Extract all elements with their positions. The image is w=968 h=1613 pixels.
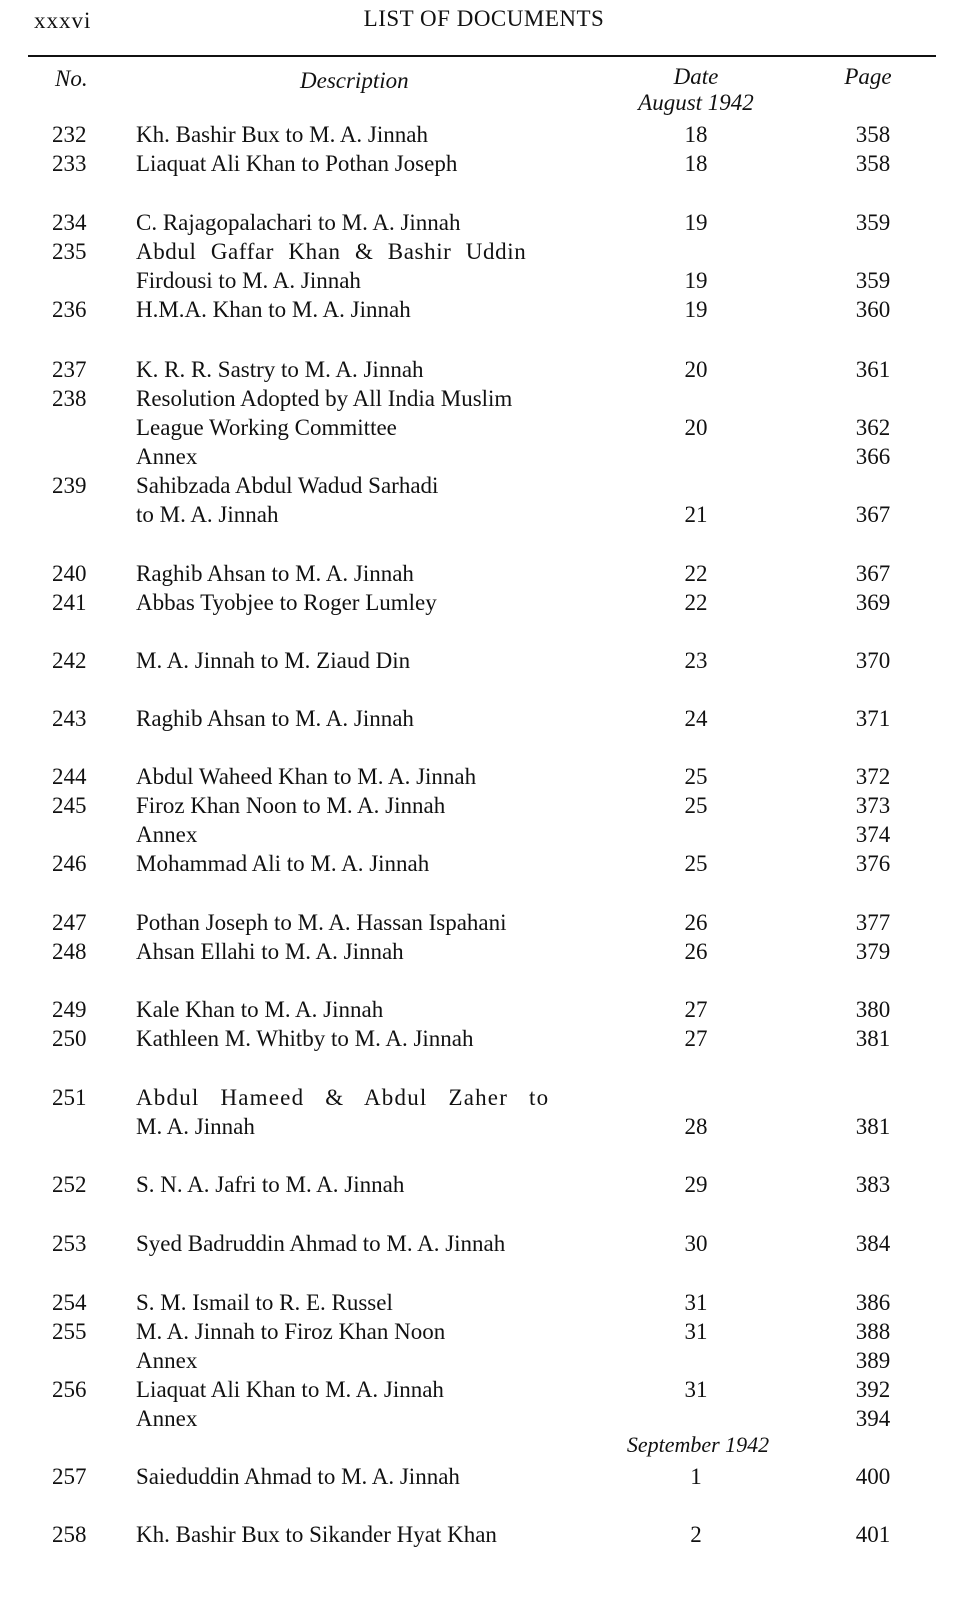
document-description: Kale Khan to M. A. Jinnah	[136, 997, 384, 1022]
document-number: 237	[52, 357, 87, 382]
document-number: 234	[52, 210, 87, 235]
document-page: 381	[855, 1026, 891, 1051]
document-description: Sahibzada Abdul Wadud Sarhadi	[136, 473, 439, 498]
document-date: 18	[684, 151, 708, 176]
document-page: 358	[855, 151, 891, 176]
document-page: 371	[855, 706, 891, 731]
document-number: 240	[52, 561, 87, 586]
document-entry-line	[0, 1170, 968, 1200]
document-entry-line	[0, 237, 968, 267]
document-entry-line	[0, 1462, 968, 1492]
document-number: 241	[52, 590, 87, 615]
document-page: 358	[855, 122, 891, 147]
document-page: 383	[855, 1172, 891, 1197]
document-description: Kathleen M. Whitby to M. A. Jinnah	[136, 1026, 474, 1051]
document-description: Liaquat Ali Khan to Pothan Joseph	[136, 151, 458, 176]
document-date: 27	[684, 1026, 708, 1051]
document-number: 248	[52, 939, 87, 964]
header-rule	[28, 55, 936, 57]
document-number: 238	[52, 386, 87, 411]
document-entry-line	[0, 646, 968, 676]
document-date: 19	[684, 297, 708, 322]
document-entry-line	[0, 149, 968, 179]
document-description: Pothan Joseph to M. A. Hassan Ispahani	[136, 910, 507, 935]
document-page: 379	[855, 939, 891, 964]
month-heading-august: August 1942	[638, 90, 754, 115]
document-page: 392	[855, 1377, 891, 1402]
document-entry-line	[0, 820, 968, 850]
document-date: 22	[684, 590, 708, 615]
document-date: 25	[684, 851, 708, 876]
document-number: 246	[52, 851, 87, 876]
document-number: 235	[52, 239, 87, 264]
document-number: 250	[52, 1026, 87, 1051]
document-description: M. A. Jinnah to Firoz Khan Noon	[136, 1319, 446, 1344]
document-description: Kh. Bashir Bux to M. A. Jinnah	[136, 122, 428, 147]
document-entry-line	[0, 1375, 968, 1405]
document-entry-line	[0, 1024, 968, 1054]
document-entry-line	[0, 1520, 968, 1550]
document-entry-line	[0, 995, 968, 1025]
document-page: 369	[855, 590, 891, 615]
document-date: 25	[684, 793, 708, 818]
document-page: 372	[855, 764, 891, 789]
document-description: Annex	[136, 822, 198, 847]
document-number: 252	[52, 1172, 87, 1197]
document-page: 359	[855, 268, 891, 293]
document-page: 360	[855, 297, 891, 322]
document-date: 29	[684, 1172, 708, 1197]
document-page: 376	[855, 851, 891, 876]
document-entry-line	[0, 937, 968, 967]
document-entry-line	[0, 1229, 968, 1259]
document-number: 233	[52, 151, 87, 176]
document-number: 255	[52, 1319, 87, 1344]
document-description: Saieduddin Ahmad to M. A. Jinnah	[136, 1464, 460, 1489]
document-page: 377	[855, 910, 891, 935]
document-entry-line	[0, 588, 968, 618]
document-page: 380	[855, 997, 891, 1022]
document-page: 381	[855, 1114, 891, 1139]
document-description: Syed Badruddin Ahmad to M. A. Jinnah	[136, 1231, 506, 1256]
document-description: Annex	[136, 1406, 198, 1431]
document-page: 370	[855, 648, 891, 673]
document-page: 366	[855, 444, 891, 469]
document-entry-line	[0, 120, 968, 150]
document-number: 254	[52, 1290, 87, 1315]
month-heading-september: September 1942	[626, 1432, 770, 1457]
document-number: 236	[52, 297, 87, 322]
document-page: 388	[855, 1319, 891, 1344]
document-description: Annex	[136, 444, 198, 469]
document-date: 28	[684, 1114, 708, 1139]
document-entry-line	[0, 413, 968, 443]
document-date: 27	[684, 997, 708, 1022]
document-page: 389	[855, 1348, 891, 1373]
document-entry-line	[0, 1288, 968, 1318]
document-description: Mohammad Ali to M. A. Jinnah	[136, 851, 430, 876]
document-date: 24	[684, 706, 708, 731]
document-entry-line	[0, 704, 968, 734]
document-page: 386	[855, 1290, 891, 1315]
document-entry-line	[0, 471, 968, 501]
document-page: 401	[855, 1522, 891, 1547]
document-number: 253	[52, 1231, 87, 1256]
column-header-no: No.	[55, 66, 88, 91]
running-title: LIST OF DOCUMENTS	[363, 6, 605, 31]
document-page: 374	[855, 822, 891, 847]
document-page: 384	[855, 1231, 891, 1256]
document-entry-line	[0, 908, 968, 938]
column-header-date: Date	[673, 64, 719, 89]
document-entry-line	[0, 791, 968, 821]
document-date: 22	[684, 561, 708, 586]
document-description: Resolution Adopted by All India Muslim	[136, 386, 513, 411]
document-description: K. R. R. Sastry to M. A. Jinnah	[136, 357, 424, 382]
document-date: 21	[684, 502, 708, 527]
document-date: 23	[684, 648, 708, 673]
document-description: Abbas Tyobjee to Roger Lumley	[136, 590, 437, 615]
document-entry-line	[0, 559, 968, 589]
document-description: S. M. Ismail to R. E. Russel	[136, 1290, 393, 1315]
document-number: 232	[52, 122, 87, 147]
document-page: 359	[855, 210, 891, 235]
document-date: 19	[684, 210, 708, 235]
document-description: Kh. Bashir Bux to Sikander Hyat Khan	[136, 1522, 497, 1547]
document-number: 244	[52, 764, 87, 789]
document-page: 361	[855, 357, 891, 382]
document-date: 19	[684, 268, 708, 293]
document-date: 1	[690, 1464, 702, 1489]
document-date: 26	[684, 910, 708, 935]
document-date: 25	[684, 764, 708, 789]
document-description: Raghib Ahsan to M. A. Jinnah	[136, 706, 414, 731]
document-page: 362	[855, 415, 891, 440]
document-entry-line	[0, 1346, 968, 1376]
document-date: 31	[684, 1290, 708, 1315]
document-number: 242	[52, 648, 87, 673]
document-description: to M. A. Jinnah	[136, 502, 279, 527]
document-description: M. A. Jinnah to M. Ziaud Din	[136, 648, 411, 673]
document-description: S. N. A. Jafri to M. A. Jinnah	[136, 1172, 405, 1197]
document-date: 30	[684, 1231, 708, 1256]
document-description: H.M.A. Khan to M. A. Jinnah	[136, 297, 411, 322]
document-date: 2	[690, 1522, 702, 1547]
document-page: 367	[855, 561, 891, 586]
document-number: 239	[52, 473, 87, 498]
document-entry-line	[0, 1112, 968, 1142]
document-entry-line	[0, 295, 968, 325]
document-number: 245	[52, 793, 87, 818]
document-date: 18	[684, 122, 708, 147]
document-page: 394	[855, 1406, 891, 1431]
document-description: Abdul Hameed & Abdul Zaher to	[136, 1085, 550, 1110]
document-description: C. Rajagopalachari to M. A. Jinnah	[136, 210, 461, 235]
document-description: Firoz Khan Noon to M. A. Jinnah	[136, 793, 446, 818]
document-description: Abdul Waheed Khan to M. A. Jinnah	[136, 764, 477, 789]
document-date: 31	[684, 1319, 708, 1344]
document-description: Firdousi to M. A. Jinnah	[136, 268, 361, 293]
document-description: Annex	[136, 1348, 198, 1373]
document-date: 20	[684, 357, 708, 382]
document-description: Liaquat Ali Khan to M. A. Jinnah	[136, 1377, 444, 1402]
document-description: Abdul Gaffar Khan & Bashir Uddin	[136, 239, 527, 264]
document-entry-line	[0, 500, 968, 530]
document-description: League Working Committee	[136, 415, 397, 440]
column-header-page: Page	[844, 64, 892, 89]
document-description: M. A. Jinnah	[136, 1114, 255, 1139]
document-entry-line	[0, 266, 968, 296]
document-entry-line	[0, 355, 968, 385]
document-page: 367	[855, 502, 891, 527]
document-entry-line	[0, 1404, 968, 1434]
document-number: 247	[52, 910, 87, 935]
document-number: 249	[52, 997, 87, 1022]
document-date: 31	[684, 1377, 708, 1402]
document-date: 20	[684, 415, 708, 440]
document-entry-line	[0, 1317, 968, 1347]
document-number: 243	[52, 706, 87, 731]
column-header-description: Description	[300, 68, 409, 93]
document-number: 256	[52, 1377, 87, 1402]
document-entry-line	[0, 208, 968, 238]
document-entry-line	[0, 384, 968, 414]
document-entry-line	[0, 442, 968, 472]
document-page: 373	[855, 793, 891, 818]
document-entry-line	[0, 849, 968, 879]
document-number: 257	[52, 1464, 87, 1489]
document-entry-line	[0, 762, 968, 792]
page-number: xxxvi	[34, 8, 92, 33]
document-date: 26	[684, 939, 708, 964]
document-entry-line	[0, 1083, 968, 1113]
document-description: Raghib Ahsan to M. A. Jinnah	[136, 561, 414, 586]
document-number: 251	[52, 1085, 87, 1110]
document-page: 400	[855, 1464, 891, 1489]
document-description: Ahsan Ellahi to M. A. Jinnah	[136, 939, 404, 964]
document-number: 258	[52, 1522, 87, 1547]
